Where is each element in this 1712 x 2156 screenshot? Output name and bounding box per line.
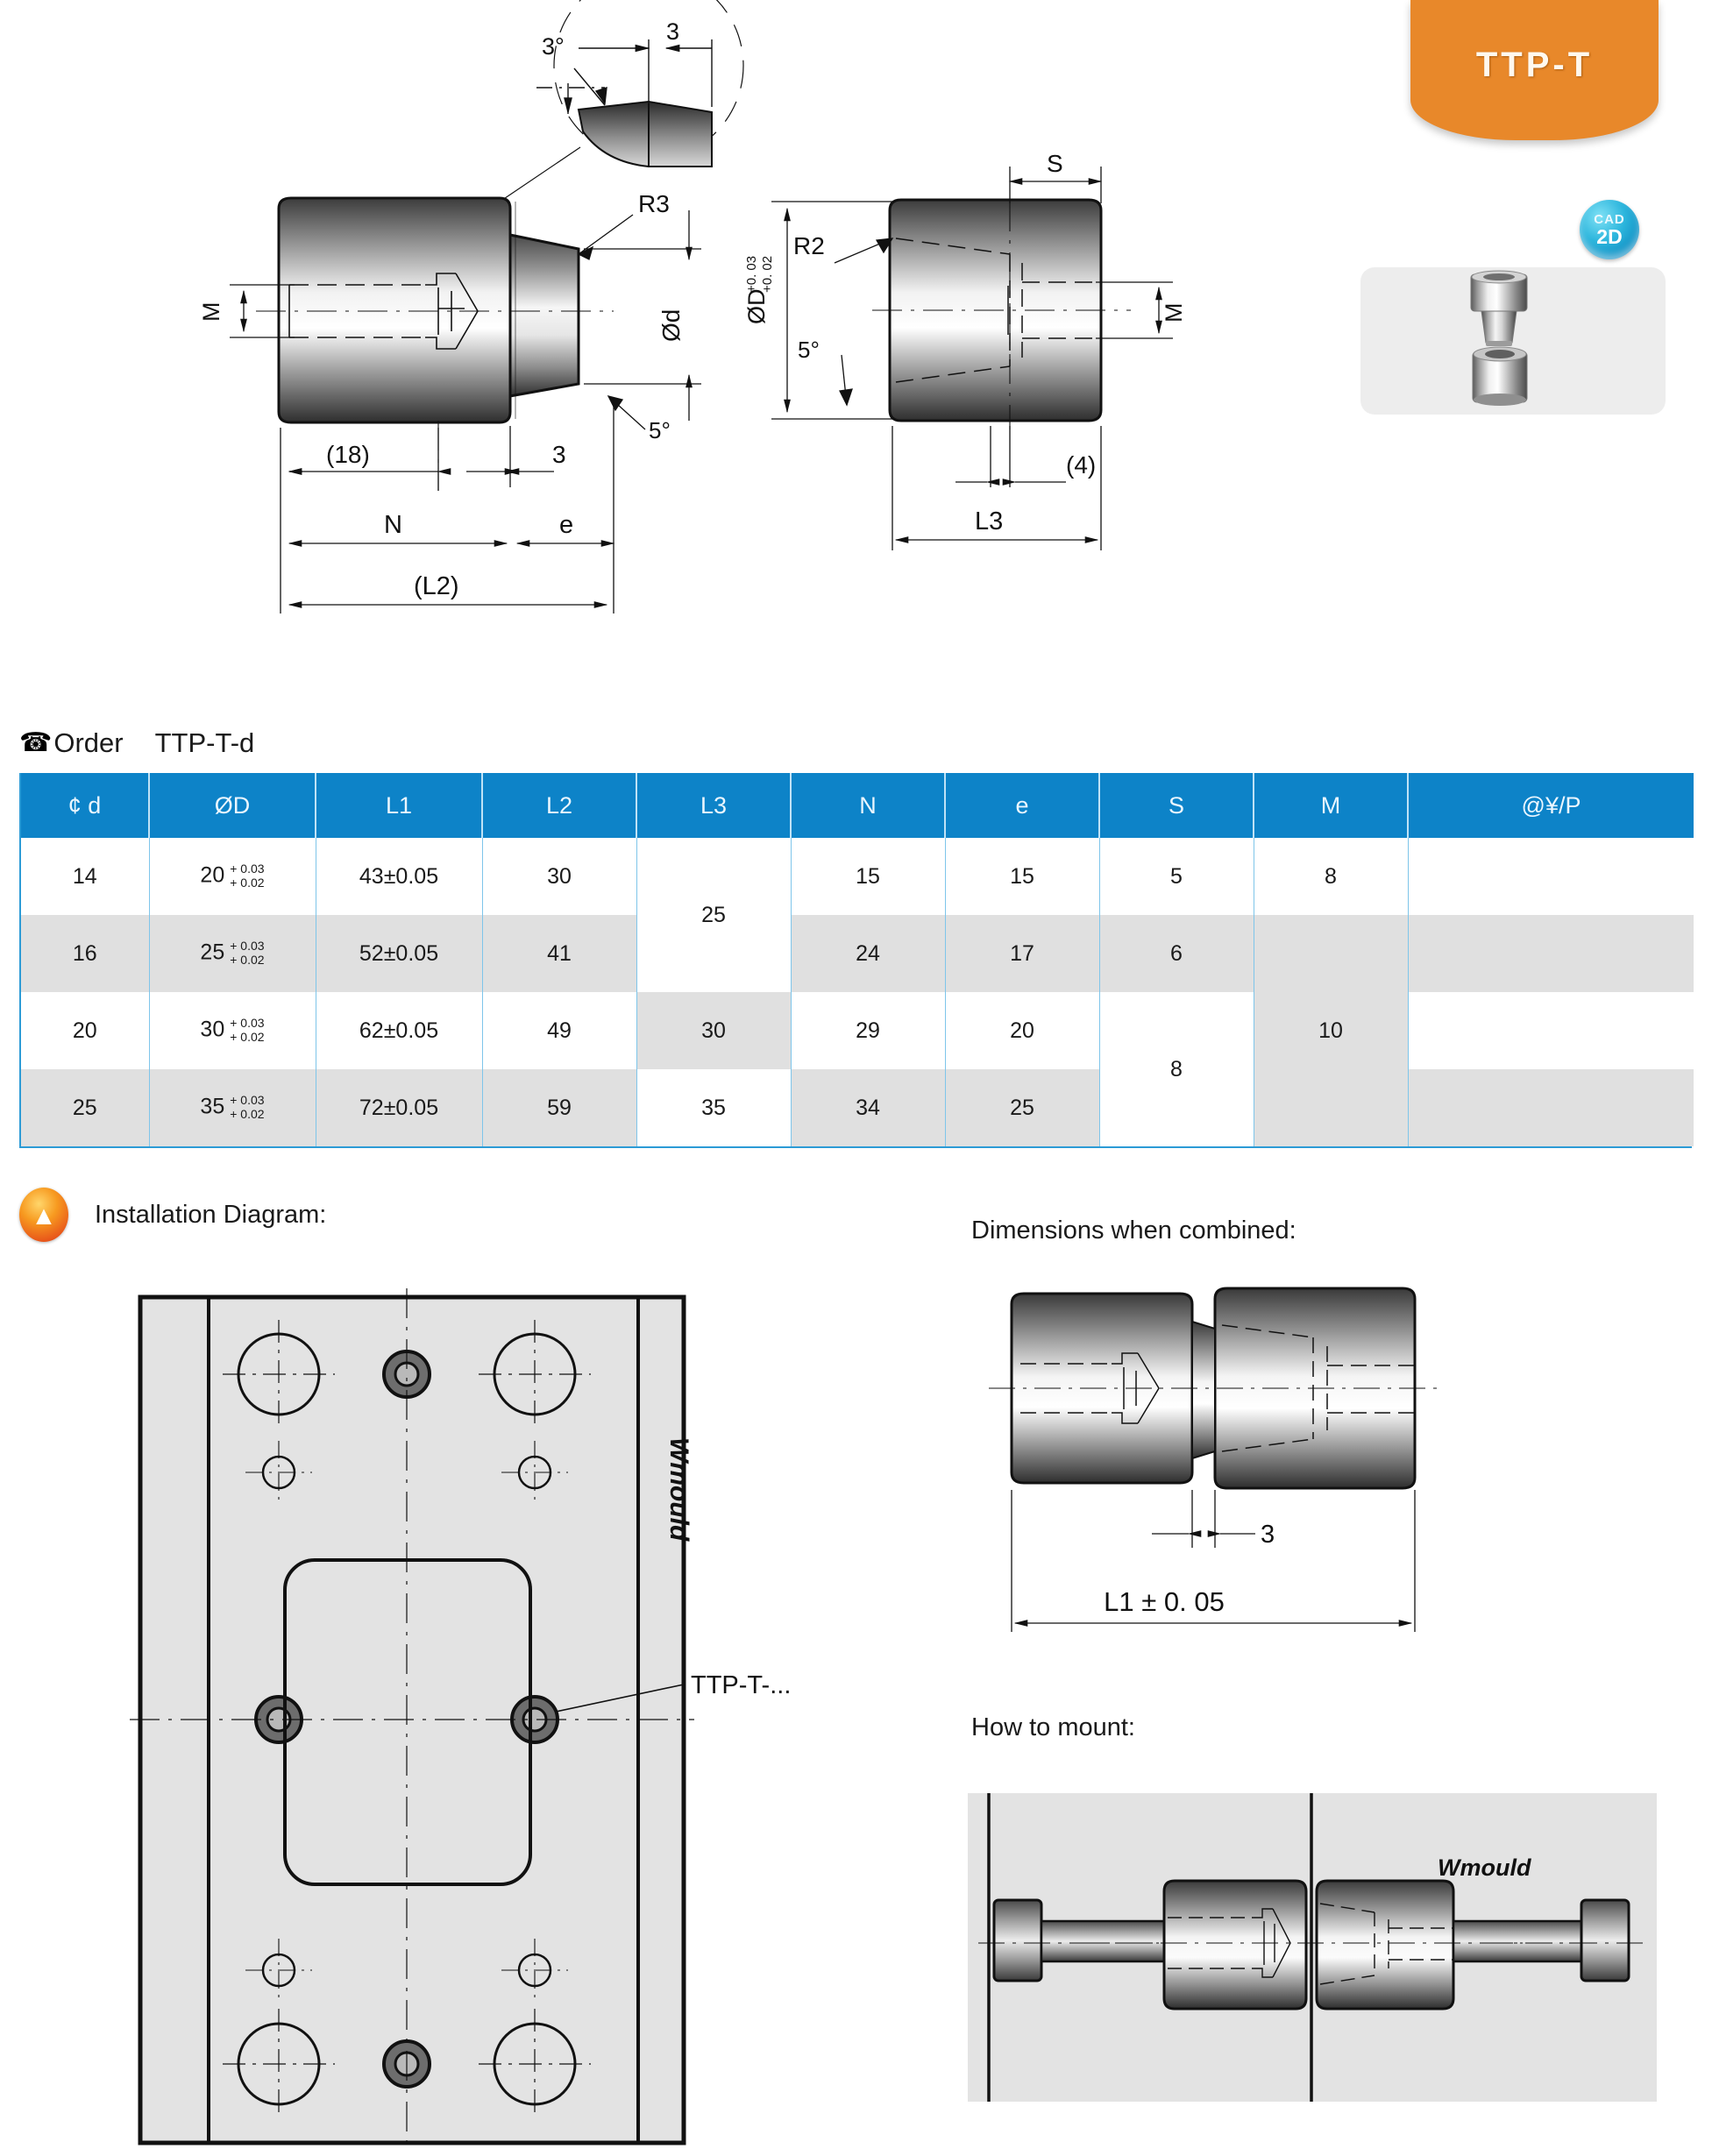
- col-header-D: ØD: [149, 773, 316, 838]
- left-dim-18: (18): [326, 441, 370, 468]
- cell-L2: 59: [482, 1069, 636, 1146]
- cell-D: [149, 915, 316, 992]
- cell-L2: 49: [482, 992, 636, 1069]
- installation-badge-icon: [19, 1188, 68, 1242]
- order-label: Order: [53, 727, 124, 758]
- cell-S-merged: 8: [1099, 992, 1254, 1146]
- combined-length-dim: L1 ± 0. 05: [1104, 1586, 1225, 1617]
- cell-d: 20: [21, 992, 149, 1069]
- technical-drawings-top: [0, 0, 1350, 710]
- product-tab[interactable]: [1410, 0, 1659, 140]
- col-header-N: N: [791, 773, 945, 838]
- cell-D-tol-up: + 0.03: [230, 862, 265, 876]
- spec-table-wrapper: [19, 773, 1692, 1148]
- cell-N: 34: [791, 1069, 945, 1146]
- left-taper-angle-label: 5°: [649, 417, 671, 443]
- right-dim-S: S: [1047, 150, 1063, 177]
- cell-L3: 30: [636, 992, 791, 1069]
- left-diameter-label: Ød: [657, 309, 685, 342]
- detail-width-label: 3: [666, 18, 680, 45]
- left-dim-N: N: [384, 511, 402, 539]
- cell-L3: 35: [636, 1069, 791, 1146]
- cell-e: 17: [945, 915, 1099, 992]
- cad-badge-bottom-label: 2D: [1596, 224, 1623, 248]
- cell-L2: 41: [482, 915, 636, 992]
- installation-diagram: [123, 1288, 877, 2156]
- cell-d: 14: [21, 838, 149, 915]
- cell-L3-merged: 25: [636, 838, 791, 992]
- cell-D-tol-up: + 0.03: [230, 1093, 265, 1108]
- cell-price: [1408, 915, 1694, 992]
- cell-price: [1408, 838, 1694, 915]
- cell-D: [149, 992, 316, 1069]
- combined-gap-dim: 3: [1261, 1521, 1275, 1549]
- table-row: [21, 1069, 1694, 1146]
- col-header-L1: L1: [316, 773, 482, 838]
- combined-dimensions-diagram: [964, 1280, 1701, 1656]
- cell-S: 5: [1099, 838, 1254, 915]
- cell-N: 29: [791, 992, 945, 1069]
- table-header-row: [21, 773, 1694, 838]
- cell-d: 16: [21, 915, 149, 992]
- cell-D-tol-lo: + 0.02: [230, 876, 265, 890]
- col-header-M: M: [1254, 773, 1408, 838]
- cell-S: 6: [1099, 915, 1254, 992]
- installation-brand: Wmould: [664, 1437, 693, 1542]
- col-header-d: ¢ d: [21, 773, 149, 838]
- cell-D: [149, 1069, 316, 1146]
- col-header-L2: L2: [482, 773, 636, 838]
- cad-2d-badge-icon[interactable]: [1580, 200, 1639, 259]
- table-row: [21, 838, 1694, 915]
- left-dim-3: 3: [552, 441, 566, 468]
- right-diameter-label: ØD: [743, 288, 770, 324]
- cell-D-tol-lo: + 0.02: [230, 1107, 265, 1121]
- cad-badge-top-label: CAD: [1594, 211, 1625, 227]
- installation-badge-glyph: ▲: [31, 1202, 57, 1230]
- installation-callout: TTP-T-...: [691, 1671, 792, 1699]
- cell-D-tol-lo: + 0.02: [230, 953, 265, 967]
- mount-title: How to mount:: [971, 1713, 1135, 1741]
- col-header-price: @¥/P: [1408, 773, 1694, 838]
- combined-title: Dimensions when combined:: [971, 1216, 1296, 1245]
- cell-L1: 43±0.05: [316, 838, 482, 915]
- cell-e: 25: [945, 1069, 1099, 1146]
- cell-M-merged: 10: [1254, 915, 1408, 1146]
- right-radius-label: R2: [793, 232, 825, 259]
- cell-N: 15: [791, 838, 945, 915]
- right-tol-lower: +0. 02: [760, 255, 775, 293]
- right-dim-L3: L3: [975, 507, 1004, 535]
- order-line: [19, 726, 254, 761]
- right-taper-angle-label: 5°: [798, 337, 820, 363]
- cell-L1: 52±0.05: [316, 915, 482, 992]
- cell-D-value: 25: [200, 940, 225, 965]
- cell-d: 25: [21, 1069, 149, 1146]
- table-row: [21, 915, 1694, 992]
- cell-N: 24: [791, 915, 945, 992]
- how-to-mount-diagram: [964, 1788, 1666, 2138]
- cell-D-tol-up: + 0.03: [230, 1016, 265, 1031]
- cell-D-value: 20: [200, 862, 225, 888]
- cell-L2: 30: [482, 838, 636, 915]
- cell-D-value: 30: [200, 1017, 225, 1042]
- spec-table: [21, 773, 1694, 1146]
- cell-D: [149, 838, 316, 915]
- left-radius-label: R3: [638, 190, 670, 217]
- cell-price: [1408, 1069, 1694, 1146]
- product-tab-label: TTP-T: [1475, 46, 1594, 84]
- mount-brand: Wmould: [1438, 1855, 1531, 1881]
- cell-M: 8: [1254, 838, 1408, 915]
- phone-icon: ☎: [19, 728, 53, 757]
- cell-D-tol-lo: + 0.02: [230, 1030, 265, 1044]
- left-dim-e: e: [559, 511, 574, 539]
- cell-D-tol-up: + 0.03: [230, 939, 265, 954]
- cell-D-value: 35: [200, 1094, 225, 1119]
- table-row: [21, 992, 1694, 1069]
- cell-e: 15: [945, 838, 1099, 915]
- mount-heading: [971, 1713, 1135, 1742]
- cell-price: [1408, 992, 1694, 1069]
- left-bore-label: M: [198, 301, 224, 322]
- installation-heading: [19, 1188, 326, 1242]
- product-photo-svg: [1360, 267, 1666, 415]
- product-photo: [1360, 267, 1666, 415]
- right-tol-upper: +0. 03: [744, 255, 759, 293]
- cell-L1: 62±0.05: [316, 992, 482, 1069]
- cell-e: 20: [945, 992, 1099, 1069]
- col-header-e: e: [945, 773, 1099, 838]
- detail-angle-label: 3°: [542, 33, 565, 60]
- combined-heading: [971, 1216, 1296, 1245]
- left-dim-L2: (L2): [414, 572, 459, 600]
- cell-L1: 72±0.05: [316, 1069, 482, 1146]
- right-bore-label: M: [1161, 302, 1187, 323]
- installation-title: Installation Diagram:: [95, 1200, 327, 1229]
- right-dim-4: (4): [1066, 451, 1097, 479]
- order-code: TTP-T-d: [154, 727, 255, 758]
- col-header-L3: L3: [636, 773, 791, 838]
- col-header-S: S: [1099, 773, 1254, 838]
